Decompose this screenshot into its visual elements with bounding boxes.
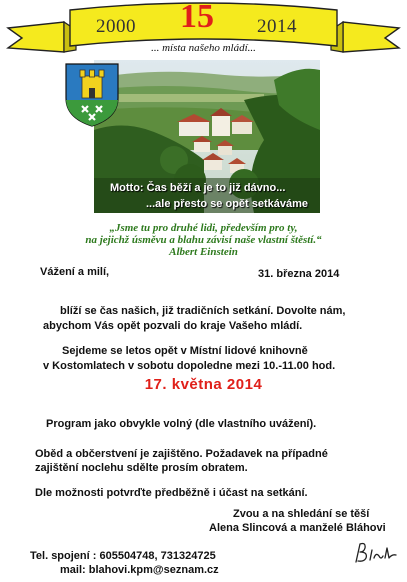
motto-line-2: ...ale přesto se opět setkáváme [146,198,309,210]
title-banner [0,0,407,62]
greeting: Vážení a milí, [40,266,110,278]
paragraph-2-line-1: Sejdeme se letos opět v Místní lidové knihovně [62,345,308,357]
end-year: 2014 [257,16,297,37]
paragraph-1-line-2: abychom Vás opět pozvali do kraje Vašeho mládí. [43,320,303,332]
email-contact: mail: blahovi.kpm@seznam.cz [60,564,219,576]
quote-line-2: na jejichž úsměvu a blahu závisí naše vlastní štěstí.“ [85,234,322,246]
phone-contact: Tel. spojení : 605504748, 731324725 [30,550,216,562]
paragraph-1-line-1: blíží se čas našich, již tradičních setkání. Dovolte nám, [60,305,346,317]
motto-line-1: Motto: Čas běží a je to již dávno... [110,182,286,194]
closing-line-2: Alena Slincová a manželé Bláhovi [209,522,386,534]
paragraph-5: Dle možnosti potvrďte předběžně i účast na setkání. [35,487,308,499]
handwritten-signature [352,540,398,566]
start-year: 2000 [96,16,136,37]
coat-of-arms [64,62,120,128]
quote-line-1: „Jsme tu pro druhé lidi, především pro ty, [109,222,298,234]
paragraph-2-line-2: v Kostomlatech v sobotu dopoledne mezi 10.-11.00 hod. [43,360,336,372]
event-date: 17. května 2014 [144,376,263,393]
paragraph-4-line-1: Oběd a občerstvení je zajištěno. Požadavek na případné [35,448,328,460]
banner-subtitle: ... místa našeho mládí... [151,42,256,54]
quote-author: Albert Einstein [169,246,238,258]
paragraph-4-line-2: zajištění noclehu sdělte prosím obratem. [35,462,248,474]
letter-date: 31. března 2014 [258,268,340,280]
closing-line-1: Zvou a na shledání se těší [233,508,370,520]
paragraph-3: Program jako obvykle volný (dle vlastního uvážení). [46,418,317,430]
anniversary-number: 15 [180,0,214,35]
